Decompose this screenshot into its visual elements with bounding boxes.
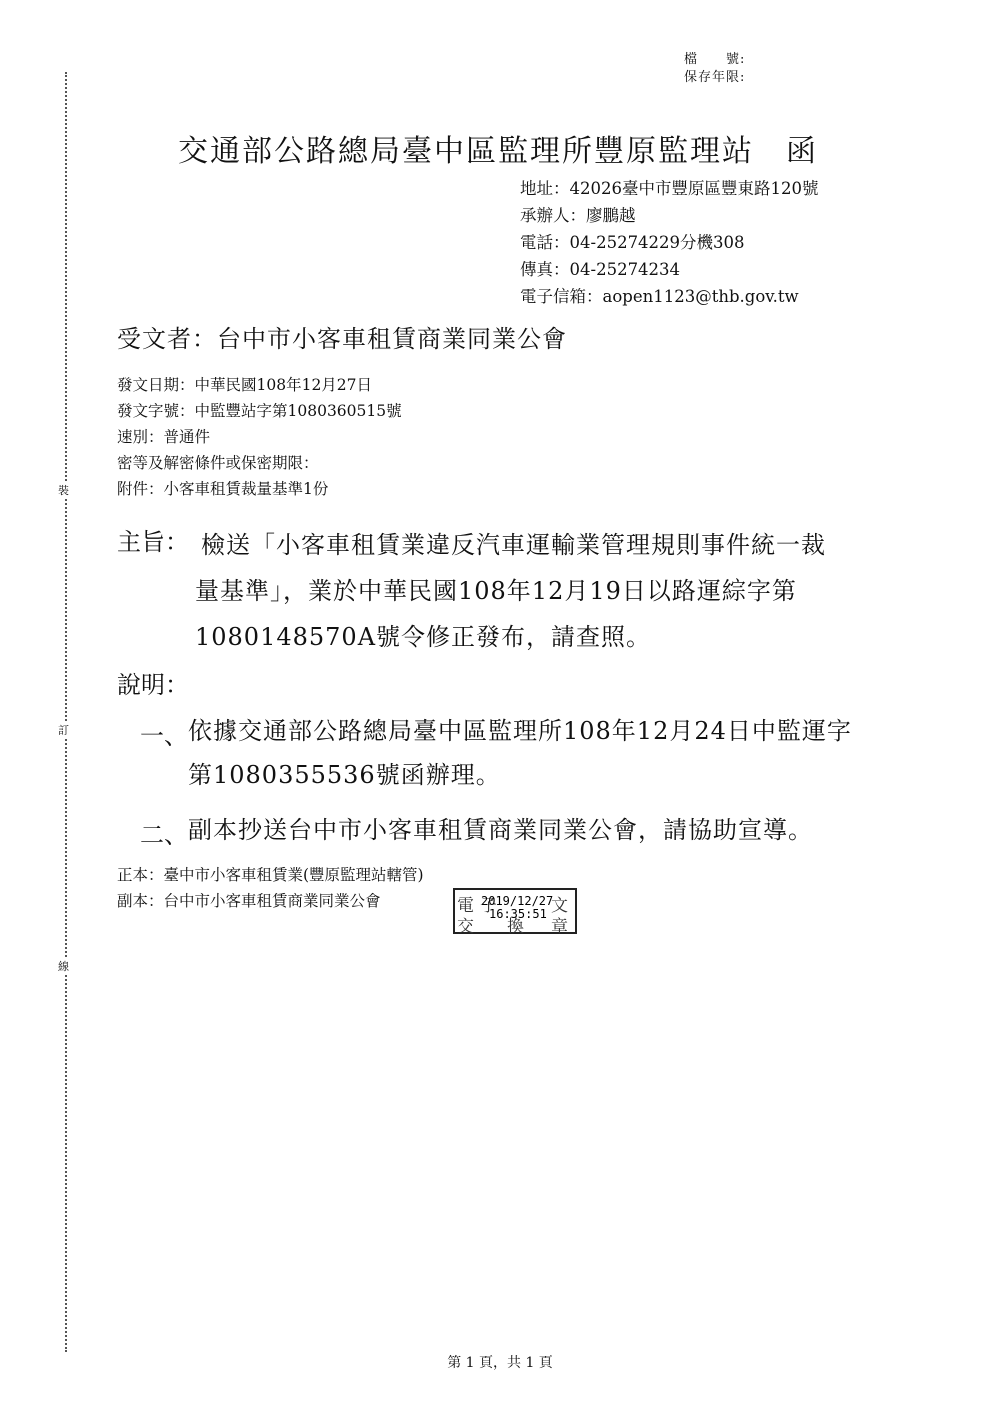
recipient: 受文者：台中市小客車租賃商業同業公會 bbox=[117, 325, 567, 353]
security-level: 密等及解密條件或保密期限： bbox=[117, 454, 319, 472]
stamp-char: 文 bbox=[551, 896, 574, 916]
distribution-list bbox=[117, 862, 424, 914]
copy-recipient: 副本：台中市小客車租賃商業同業公會 bbox=[117, 892, 381, 910]
subject-line: 檢送「小客車租賃業違反汽車運輸業管理規則事件統一裁 bbox=[201, 531, 826, 559]
binding-mark-ding: 訂 bbox=[58, 724, 69, 737]
contact-email: 電子信箱：aopen1123@thb.gov.tw bbox=[520, 287, 799, 306]
explanation-item-line: 依據交通部公路總局臺中區監理所108年12月24日中監運字 bbox=[188, 717, 852, 745]
document-number: 發文字號：中監豐站字第1080360515號 bbox=[117, 402, 402, 420]
contact-block bbox=[520, 175, 818, 310]
retention-period-label: 保存年限: bbox=[684, 70, 746, 85]
stamp-char: 章 bbox=[551, 917, 574, 937]
explanation-item bbox=[188, 808, 888, 852]
contact-address: 地址：42026臺中市豐原區豐東路120號 bbox=[520, 179, 819, 198]
explanation-item-line: 第1080355536號函辦理。 bbox=[188, 761, 501, 789]
file-number-label: 檔 號: bbox=[684, 52, 746, 67]
issue-date: 發文日期：中華民國108年12月27日 bbox=[117, 376, 373, 394]
document-meta bbox=[117, 372, 402, 502]
stamp-char: 換 bbox=[507, 917, 530, 937]
electronic-exchange-stamp bbox=[453, 888, 577, 937]
contact-phone: 電話：04-25274229分機308 bbox=[520, 233, 745, 252]
stamp-time: 16:35:51 bbox=[489, 907, 547, 921]
explanation-item-number: 一、 bbox=[140, 722, 188, 750]
stamp-date: 2019/12/27 bbox=[481, 894, 554, 908]
stamp-char: 電子 bbox=[457, 896, 503, 916]
subject-line: 量基準」，業於中華民國108年12月19日以路運綜字第 bbox=[195, 577, 797, 605]
explanation-item-number: 二、 bbox=[140, 821, 188, 849]
original-recipient: 正本：臺中市小客車租賃業(豐原監理站轄管) bbox=[117, 866, 424, 884]
attachment: 附件：小客車租賃裁量基準1份 bbox=[117, 480, 329, 498]
subject-label: 主旨： bbox=[117, 528, 189, 556]
contact-fax: 傳真：04-25274234 bbox=[520, 260, 681, 279]
contact-handler: 承辦人：廖鵬越 bbox=[520, 206, 636, 225]
delivery-speed: 速別：普通件 bbox=[117, 428, 211, 446]
stamp-char: 交 bbox=[457, 917, 480, 937]
subject-line: 1080148570A號令修正發布，請查照。 bbox=[195, 623, 652, 651]
page-number: 第 1 頁，共 1 頁 bbox=[447, 1355, 553, 1371]
binding-mark-zhuang: 裝 bbox=[58, 484, 69, 497]
explanation-item-line: 副本抄送台中市小客車租賃商業同業公會，請協助宣導。 bbox=[188, 816, 813, 844]
document-title: 交通部公路總局臺中區監理所豐原監理站 函 bbox=[178, 134, 818, 169]
explanation-label: 說明： bbox=[117, 671, 189, 699]
binding-dotted-line bbox=[65, 72, 67, 1352]
subject-text bbox=[195, 522, 885, 660]
binding-mark-xian: 線 bbox=[58, 960, 69, 973]
explanation-item bbox=[188, 709, 888, 797]
